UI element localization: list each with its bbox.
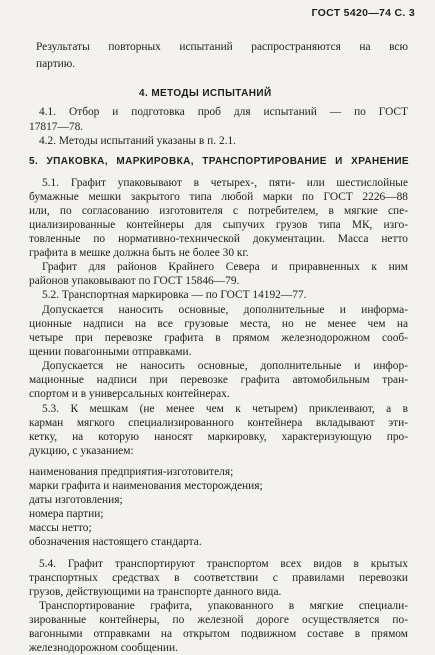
s5-line-10: Допускается наносить основные, дополнительные и информа- xyxy=(42,304,408,316)
s5-list-item-3: даты изготовления; xyxy=(29,494,123,506)
s5-line-9: 5.2. Транспортная маркировка — по ГОСТ 14192—77. xyxy=(42,289,307,301)
s5-list-item-6: обозначения настоящего стандарта. xyxy=(29,536,202,548)
s5-line-16: спортом и в универсальных контейнерах. xyxy=(29,388,230,400)
s5-list-item-1: наименования предприятия-изготовителя; xyxy=(29,466,234,478)
s5-line-4: циализированные контейнеры для сыпучих грузов типа МК, изго- xyxy=(29,219,408,231)
intro-line-2: партию. xyxy=(36,58,76,70)
s5-line-12: четыре при перевозке графита в прямом железнодорожном сооб- xyxy=(29,332,408,344)
s5-line-3: или, по согласованию изготовителя с потребителем, в мягкие спе- xyxy=(29,205,408,217)
section-5-title: 5. УПАКОВКА, МАРКИРОВКА, ТРАНСПОРТИРОВАНИЕ И ХРАНЕНИЕ xyxy=(29,156,409,167)
s5-line-5: товленные по нормативно-технической документации. Масса нетто xyxy=(29,233,408,245)
s5-list-item-4: номера партии; xyxy=(29,508,104,520)
s4-line-2: 17817—78. xyxy=(29,121,84,133)
s5-line-15: мационные надписи при перевозке графита автомобильным тран- xyxy=(29,374,408,386)
s5-line-19: кетку, на которую наносят маркировку, характеризующую про- xyxy=(29,431,408,443)
s5-line-18: карман мягкого специализированного контейнера вкладывают эти- xyxy=(29,417,408,429)
s5-line-6: графита в мешке должна быть не более 30 кг. xyxy=(29,247,249,259)
s5-line-27: 5.4. Графит транспортируют транспортом всех видов в крытых xyxy=(39,558,408,570)
s5-line-30: Транспортирование графита, упакованного в мягкие специали- xyxy=(39,600,408,612)
s5-line-13: щении повагонными отправками. xyxy=(29,346,192,358)
s4-line-3: 4.2. Методы испытаний указаны в п. 2.1. xyxy=(39,135,237,147)
s5-line-31: зированные контейнеры, по железной дороге осуществляется по- xyxy=(29,614,408,626)
s5-line-14: Допускается не наносить основные, дополнительные и инфор- xyxy=(42,360,408,372)
s5-line-1: 5.1. Графит упаковывают в четырех-, пяти- или шестислойные xyxy=(42,177,408,189)
section-4-title: 4. МЕТОДЫ ИСПЫТАНИЙ xyxy=(139,88,272,99)
s5-line-29: грузов, действующими на транспорте данного вида. xyxy=(29,586,282,598)
s5-line-7: Графит для районов Крайнего Севера и приравненных к ним xyxy=(42,261,408,273)
s5-line-32: вагонными отправками на открытом подвижном составе в прямом xyxy=(29,628,408,640)
s5-line-2: бумажные мешки закрытого типа любой марки по ГОСТ 2226—88 xyxy=(29,191,408,203)
s5-line-8: районов упаковывают по ГОСТ 15846—79. xyxy=(29,275,240,287)
s5-list-item-2: марки графита и наименования месторождения; xyxy=(29,480,263,492)
s4-line-1: 4.1. Отбор и подготовка проб для испытаний — по ГОСТ xyxy=(39,106,408,118)
s5-line-17: 5.3. К мешкам (не менее чем к четырем) приклеивают, а в xyxy=(42,403,408,415)
s5-list-item-5: массы нетто; xyxy=(29,522,92,534)
s5-line-28: транспортных средствах в соответствии с правилами перевозки xyxy=(29,572,408,584)
s5-line-20: дукцию, с указанием: xyxy=(29,445,134,457)
intro-line-1: Результаты повторных испытаний распространяются на всю xyxy=(36,41,408,53)
page-header: ГОСТ 5420—74 С. 3 xyxy=(311,7,415,19)
s5-line-11: ционные надписи на все грузовые места, но не менее чем на xyxy=(29,318,408,330)
s5-line-33: железнодорожном сообщении. xyxy=(29,642,178,654)
